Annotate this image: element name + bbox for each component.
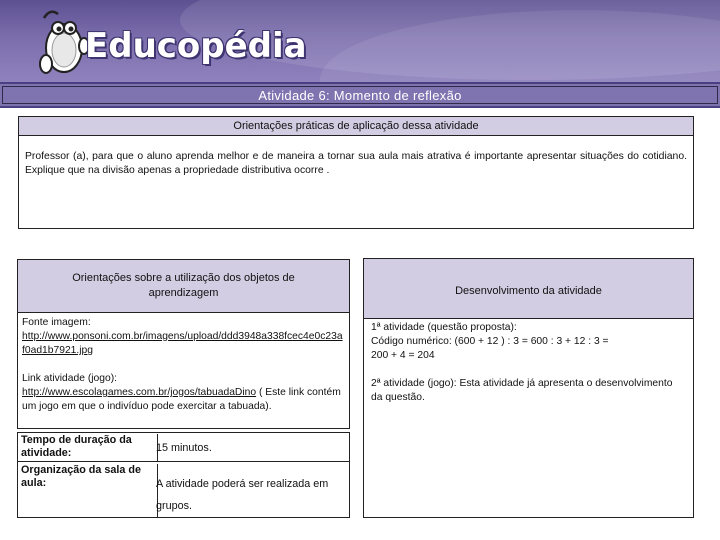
- game-link-label: Link atividade (jogo):: [22, 373, 118, 384]
- practical-orientation-text: Professor (a), para que o aluno aprenda melhor e de maneira a tornar sua aula mais atrativa é importante apresentar situações do cotidiano. Explique que na divisão apenas a propriedade distributiva ocorre .: [25, 151, 687, 176]
- development-box: [363, 258, 694, 518]
- item-1-line-1: Código numérico: (600 + 12 ) : 3 = 600 : 3 + 12 : 3 =: [371, 336, 609, 347]
- game-link[interactable]: http://www.escolagames.com.br/jogos/tabuadaDino: [22, 387, 257, 398]
- image-source-link[interactable]: http://www.ponsoni.com.br/imagens/upload/ddd3948a338fcec4e0c23af0ad1b7921.jpg: [22, 331, 343, 356]
- header-banner: [0, 0, 720, 82]
- logo-text: Educopédia: [85, 26, 307, 66]
- organization-label: Organização da sala de aula:: [18, 464, 158, 518]
- mascot-icon: [34, 6, 92, 78]
- organization-value: A atividade poderá ser realizada em grupos.: [156, 478, 329, 512]
- game-link-note: ( Este link contém um jogo em que o indivíduo pode exercitar a tabuada).: [22, 387, 341, 412]
- image-source-label: Fonte imagem:: [22, 317, 91, 328]
- duration-label: Tempo de duração da atividade:: [18, 434, 158, 461]
- learning-objects-content: [18, 313, 349, 417]
- development-content: [364, 319, 693, 421]
- activity-title-bar: [0, 82, 720, 108]
- practical-orientation-box: [18, 116, 694, 229]
- development-item-2: 2ª atividade (jogo): Esta atividade já apresenta o desenvolvimento da questão.: [371, 378, 673, 403]
- practical-orientation-heading: Orientações práticas de aplicação dessa atividade: [19, 117, 693, 136]
- development-item-1: [371, 321, 686, 363]
- learning-objects-heading: Orientações sobre a utilização dos objetos de aprendizagem: [18, 260, 349, 313]
- learning-objects-box: [17, 259, 350, 429]
- development-heading: Desenvolvimento da atividade: [364, 259, 693, 319]
- game-link-paragraph: [22, 386, 345, 414]
- duration-value: 15 minutos.: [156, 442, 212, 454]
- item-1-title: 1ª atividade (questão proposta):: [371, 322, 517, 333]
- activity-details-table: [17, 432, 350, 518]
- table-row-divider: [18, 461, 349, 462]
- activity-title: Atividade 6: Momento de reflexão: [2, 86, 718, 104]
- item-1-line-2: 200 + 4 = 204: [371, 350, 435, 361]
